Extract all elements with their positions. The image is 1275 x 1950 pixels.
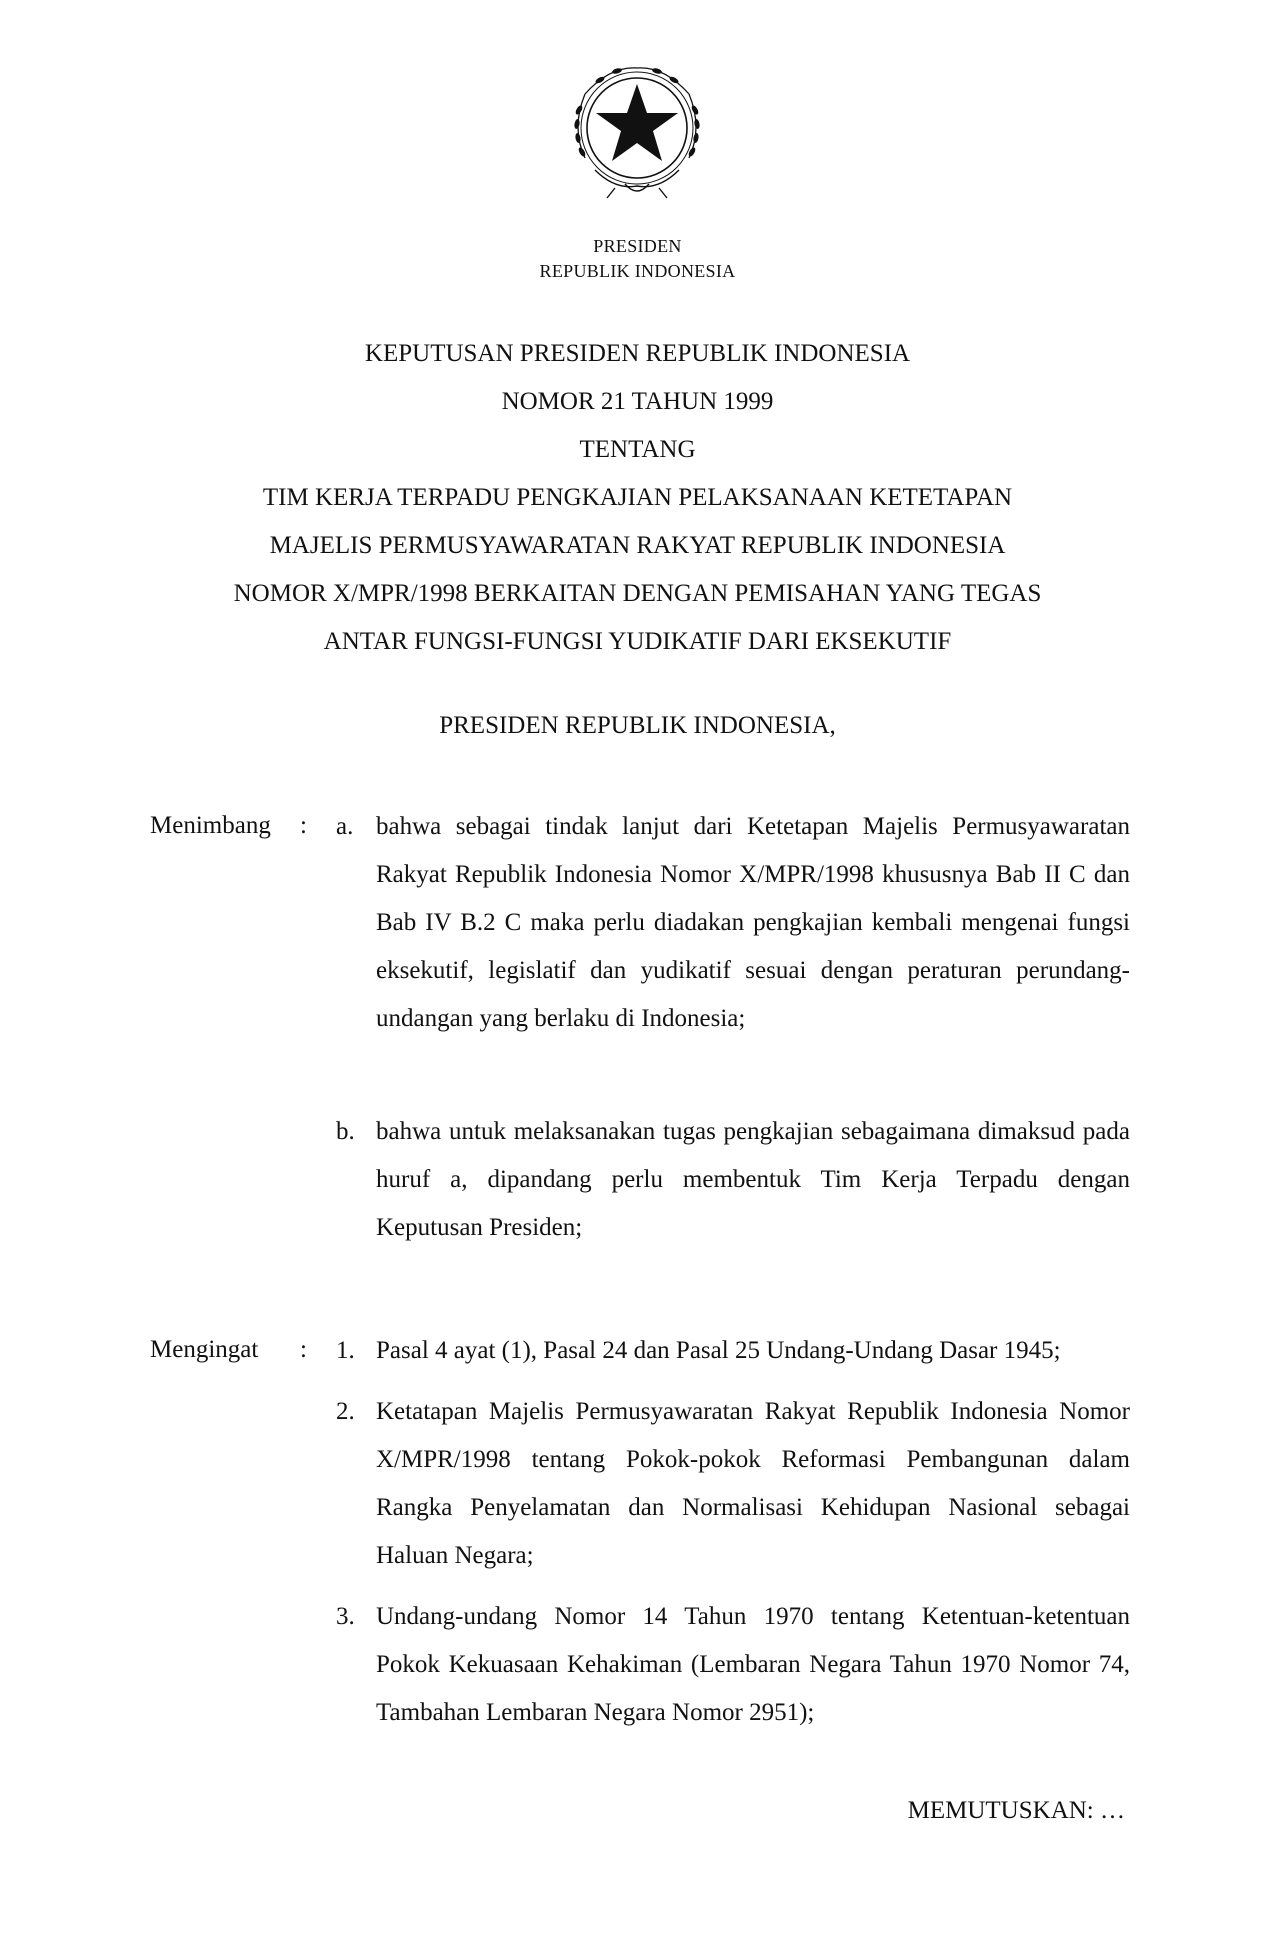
item-marker: 2.	[336, 1398, 355, 1425]
letterhead-line-presiden: PRESIDEN	[593, 236, 682, 256]
title-line: TENTANG	[579, 436, 696, 463]
mengingat-label: Mengingat	[150, 1336, 259, 1363]
title-line: NOMOR X/MPR/1998 BERKAITAN DENGAN PEMISAHAN YANG TEGAS	[233, 580, 1042, 607]
item-marker: a.	[336, 813, 354, 840]
letterhead-line-republik: REPUBLIK INDONESIA	[539, 261, 736, 281]
item-marker: 1.	[336, 1337, 355, 1364]
title-line: ANTAR FUNGSI-FUNGSI YUDIKATIF DARI EKSEKUTIF	[323, 628, 952, 655]
title-line: KEPUTUSAN PRESIDEN REPUBLIK INDONESIA	[364, 340, 911, 367]
menimbang-label: Menimbang	[150, 812, 271, 839]
mengingat-colon: :	[300, 1336, 307, 1363]
mengingat-item	[336, 1327, 1130, 1375]
item-text: Pasal 4 ayat (1), Pasal 24 dan Pasal 25 Undang-Undang Dasar 1945;	[376, 1337, 1061, 1364]
menimbang-item	[336, 1108, 1130, 1252]
president-heading: PRESIDEN REPUBLIK INDONESIA,	[439, 712, 836, 739]
item-text: bahwa sebagai tindak lanjut dari Ketetapan Majelis Permusyawaratan Rakyat Republik Indonesia Nomor X/MPR/1998 khususnya Bab II C dan Bab IV B.2 C maka perlu diadakan pengkajian kembali mengenai fungsi eksekutif, legislatif dan yudikatif sesuai dengan peraturan perundang-undangan yang berlaku di Indonesia;	[376, 813, 1130, 1032]
item-text: Undang-undang Nomor 14 Tahun 1970 tentang Ketentuan-ketentuan Pokok Kekuasaan Kehakiman (Lembaran Negara Tahun 1970 Nomor 74, Tambahan Lembaran Negara Nomor 2951);	[376, 1603, 1130, 1726]
document-title-block	[0, 330, 1275, 666]
menimbang-colon: :	[300, 812, 307, 839]
title-line: TIM KERJA TERPADU PENGKAJIAN PELAKSANAAN KETETAPAN	[262, 484, 1013, 511]
item-text: bahwa untuk melaksanakan tugas pengkajian sebagaimana dimaksud pada huruf a, dipandang perlu membentuk Tim Kerja Terpadu dengan Keputusan Presiden;	[376, 1118, 1130, 1241]
title-line: NOMOR 21 TAHUN 1999	[501, 388, 774, 415]
menimbang-item	[336, 803, 1130, 1043]
item-text: Ketatapan Majelis Permusyawaratan Rakyat Republik Indonesia Nomor X/MPR/1998 tentang Pokok-pokok Reformasi Pembangunan dalam Rangka Penyelamatan dan Normalisasi Kehidupan Nasional sebagai Haluan Negara;	[376, 1398, 1130, 1569]
item-marker: b.	[336, 1118, 355, 1145]
mengingat-item	[336, 1388, 1130, 1580]
title-line: MAJELIS PERMUSYAWARATAN RAKYAT REPUBLIK INDONESIA	[269, 532, 1006, 559]
presidential-emblem-icon	[555, 58, 720, 218]
item-marker: 3.	[336, 1603, 355, 1630]
mengingat-item	[336, 1593, 1130, 1737]
memutuskan-continuation: MEMUTUSKAN: …	[907, 1797, 1125, 1824]
